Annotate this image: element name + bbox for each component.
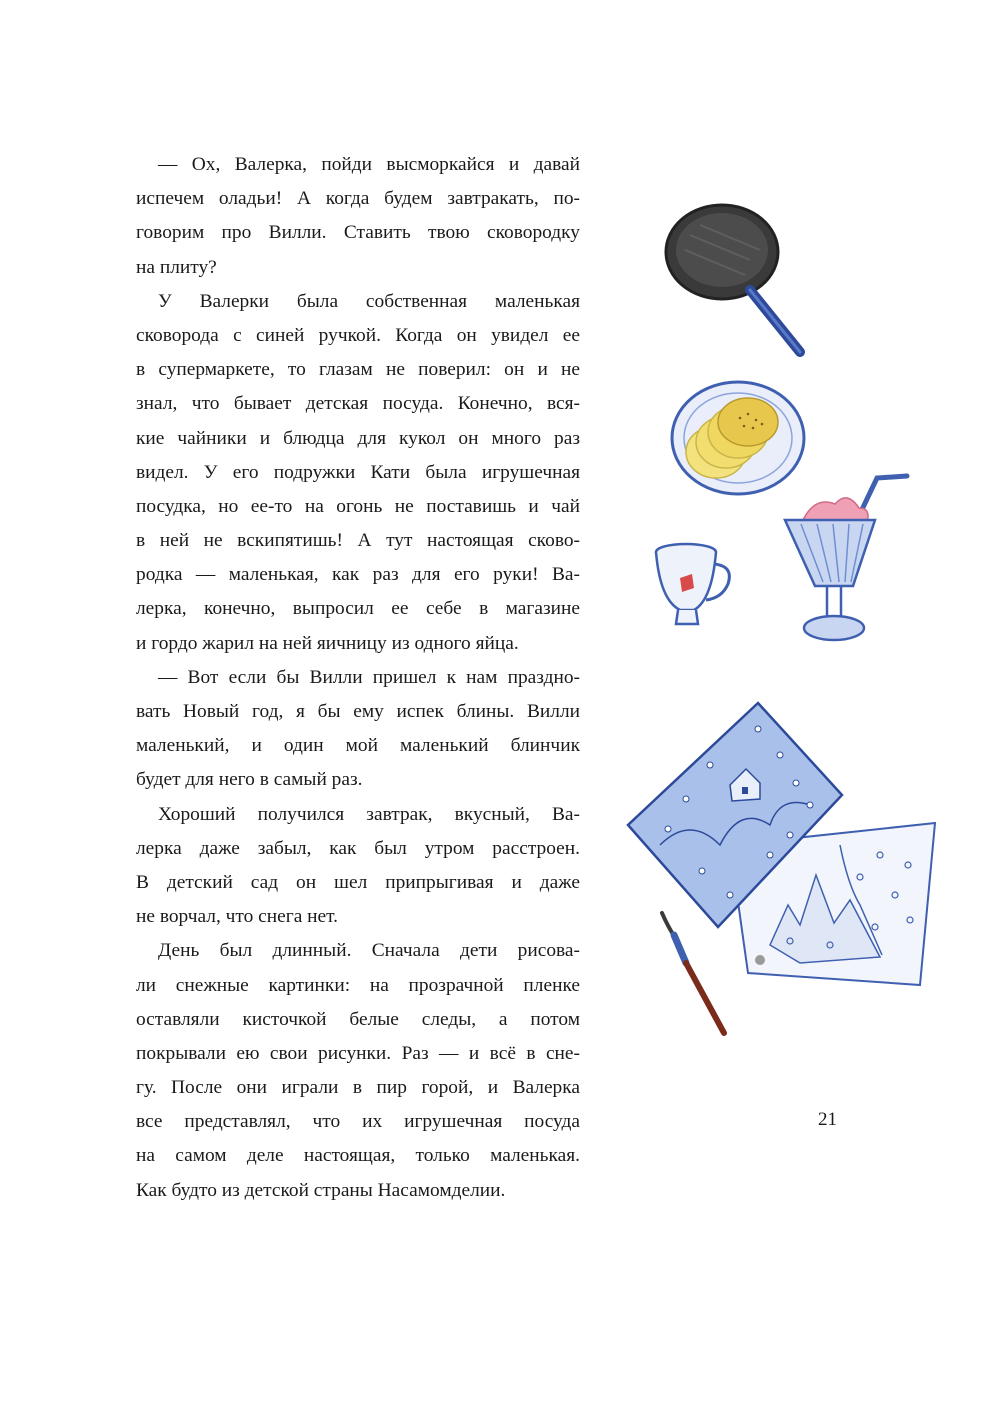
text-line: ли снежные картинки: на прозрачной пленке bbox=[136, 974, 580, 996]
text-line: в ней не вскипятишь! А тут настоящая сково- bbox=[136, 530, 580, 552]
text-line: на плиту? bbox=[136, 256, 217, 278]
text-line: Хороший получился завтрак, вкусный, Ва- bbox=[158, 803, 580, 825]
text-line: говорим про Вилли. Ставить твою сковородку bbox=[136, 222, 580, 244]
page-number: 21 bbox=[818, 1109, 837, 1130]
text-line: маленький, и один мой маленький блинчик bbox=[136, 735, 580, 757]
text-line: посудка, но ее-то на огонь не поставишь и чай bbox=[136, 495, 580, 517]
text-line: гу. После они играли в пир горой, и Валерка bbox=[136, 1077, 580, 1099]
text-line: не ворчал, что снега нет. bbox=[136, 906, 339, 928]
text-line: В детский сад он шел припрыгивая и даже bbox=[136, 871, 580, 893]
text-line: — Вот если бы Вилли пришел к нам праздно- bbox=[158, 666, 580, 688]
text-line: родка — маленькая, как раз для его руки! Ва- bbox=[136, 564, 580, 586]
text-line: У Валерки была собственная маленькая bbox=[158, 290, 580, 312]
text-line: будет для него в самый раз. bbox=[136, 769, 363, 791]
text-line: — Ох, Валерка, пойди высморкайся и давай bbox=[158, 154, 580, 175]
mug-icon bbox=[650, 540, 740, 635]
paint-brush-icon bbox=[650, 905, 740, 1045]
frying-pan-icon bbox=[660, 190, 820, 365]
milkshake-glass-icon bbox=[775, 468, 915, 648]
text-line: лерка даже забыл, как был утром расстроен. bbox=[136, 837, 580, 859]
text-line: вать Новый год, я бы ему испек блины. Вилли bbox=[136, 701, 580, 722]
text-line: на самом деле настоящая, только маленькая. bbox=[136, 1145, 580, 1167]
text-line: в супермаркете, то глазам не поверил: он и не bbox=[136, 359, 580, 381]
text-line: и гордо жарил на ней яичницу из одного яйца. bbox=[136, 632, 519, 654]
text-line: все представлял, что их игрушечная посуда bbox=[136, 1111, 580, 1133]
text-line: кие чайники и блюдца для кукол он много раз bbox=[136, 427, 580, 449]
text-line: испечем оладьи! А когда будем завтракать, по- bbox=[136, 188, 580, 210]
text-line: покрывали ею свои рисунки. Раз — и всё в сне- bbox=[136, 1042, 580, 1064]
text-line: сковорода с синей ручкой. Когда он увидел ее bbox=[136, 324, 580, 346]
text-line: лерка, конечно, выпросил ее себе в магазине bbox=[136, 598, 580, 620]
text-line: Как будто из детской страны Насамомделии. bbox=[136, 1179, 506, 1201]
text-line: День был длинный. Сначала дети рисова- bbox=[158, 940, 580, 962]
text-line: видел. У его подружки Кати была игрушечная bbox=[136, 461, 580, 483]
text-line: оставляли кисточкой белые следы, а потом bbox=[136, 1008, 580, 1030]
body-text bbox=[136, 148, 580, 1208]
text-line: знал, что бывает детская посуда. Конечно, вся- bbox=[136, 393, 580, 415]
